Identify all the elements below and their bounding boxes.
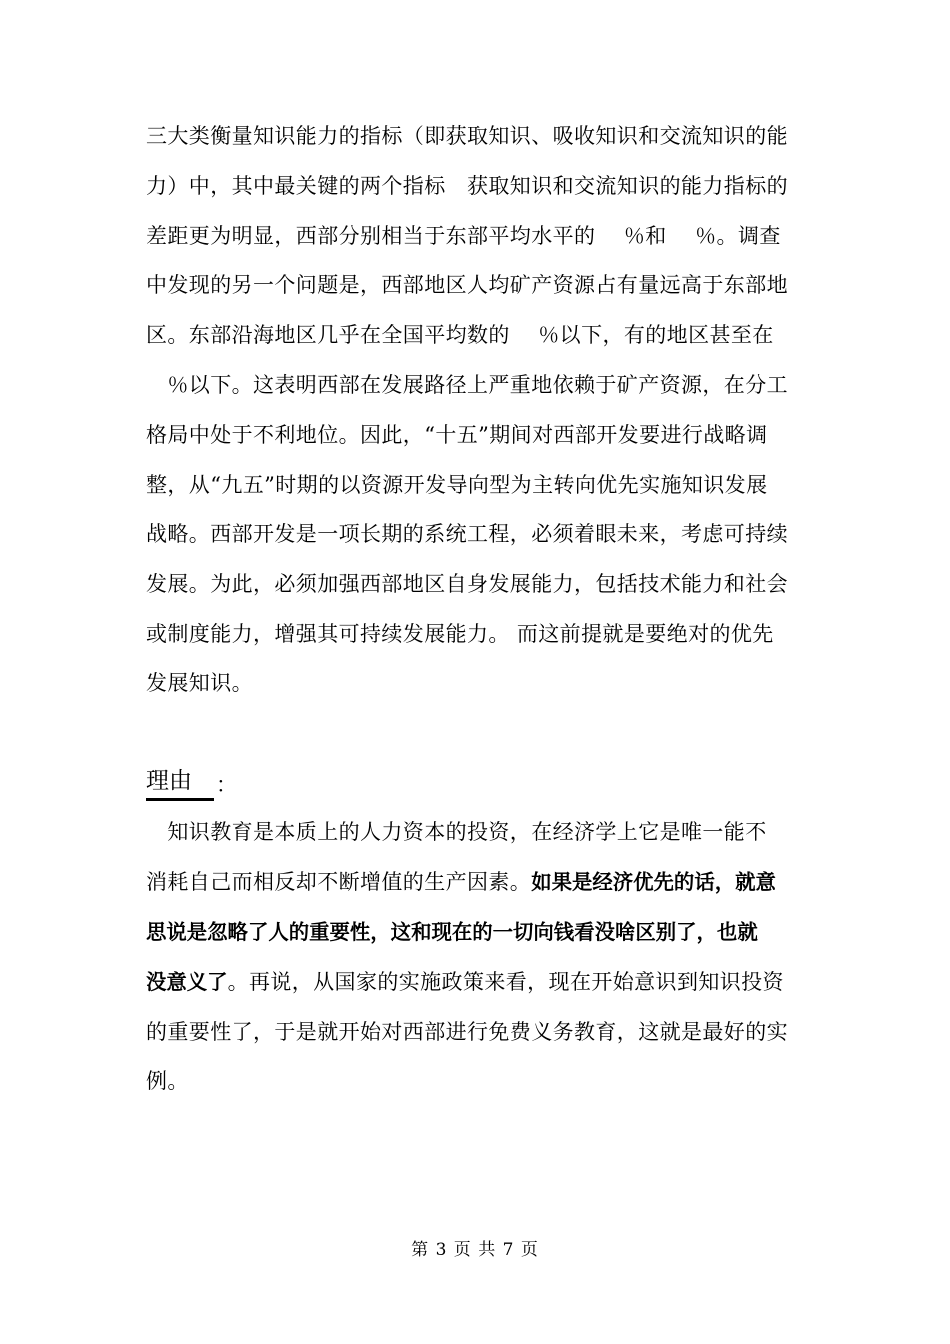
body-line-10: 发展。为此，必须加强西部地区自身发展能力，包括技术能力和社会 (146, 572, 788, 596)
reason-line-1: 知识教育是本质上的人力资本的投资，在经济学上它是唯一能不 (146, 820, 767, 844)
reason-line-3-bold: 思说是忽略了人的重要性，这和现在的一切向钱看没啥区别了，也就 (146, 920, 758, 944)
reason-heading: 理由 (146, 768, 192, 794)
reason-line-5: 的重要性了，于是就开始对西部进行免费义务教育，这就是最好的实 (146, 1020, 788, 1044)
body-line-6: ％以下。这表明西部在发展路径上严重地依赖于矿产资源，在分工 (146, 373, 788, 397)
body-line-3: 差距更为明显，西部分别相当于东部平均水平的 ％和 ％。调查 (146, 224, 781, 248)
reason-line-3 (146, 917, 808, 947)
body-line-8: 整，从“九五”时期的以资源开发导向型为主转向优先实施知识发展 (146, 473, 768, 497)
body-line-4: 中发现的另一个问题是，西部地区人均矿产资源占有量远高于东部地 (146, 273, 788, 297)
body-line-5: 区。东部沿海地区几乎在全国平均数的 ％以下，有的地区甚至在 (146, 323, 774, 347)
body-line-2: 力）中，其中最关键的两个指标 获取知识和交流知识的能力指标的 (146, 174, 788, 198)
reason-line-4 (146, 967, 808, 997)
reason-line-2-bold: 如果是经济优先的话，就意 (531, 870, 776, 894)
body-line-12: 发展知识。 (146, 671, 253, 695)
body-line-1: 三大类衡量知识能力的指标（即获取知识、吸收知识和交流知识的能 (146, 124, 788, 148)
body-line-7: 格局中处于不利地位。因此，“十五”期间对西部开发要进行战略调 (146, 423, 768, 447)
heading-underline (146, 798, 214, 801)
body-line-9: 战略。西部开发是一项长期的系统工程，必须着眼未来，考虑可持续 (146, 522, 788, 546)
reason-line-4-bold: 没意义了 (146, 970, 228, 994)
reason-line-2 (146, 867, 808, 897)
reason-heading-block (146, 764, 237, 798)
body-line-11: 或制度能力，增强其可持续发展能力。 而这前提就是要绝对的优先 (146, 622, 774, 646)
page-footer: 第 3 页 共 7 页 (411, 1240, 539, 1260)
heading-colon: ： (216, 773, 237, 797)
reason-line-6: 例。 (146, 1069, 189, 1093)
reason-line-2-plain: 消耗自己而相反却不断增值的生产因素。 (146, 870, 532, 894)
reason-line-4-plain: 。再说，从国家的实施政策来看，现在开始意识到知识投资 (227, 970, 784, 994)
